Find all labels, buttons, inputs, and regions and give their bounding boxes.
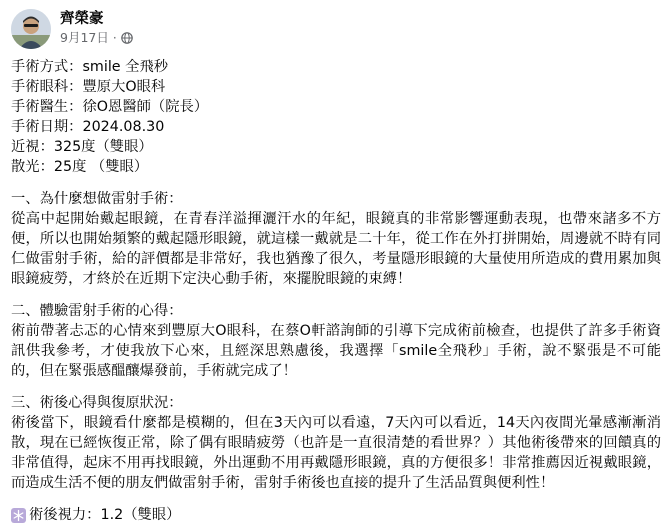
result-text: 術後視力：1.2（雙眼） [29,507,181,523]
detail-clinic: 手術眼科：豐原大O眼科 [11,79,166,95]
meta-separator: · [112,31,117,45]
section-1-title: 一、為什麼想做雷射手術： [11,191,183,207]
section-3-title: 三、術後心得與復原狀況： [11,395,183,411]
section-1-body: 從高中起開始戴起眼鏡，在青春洋溢揮灑汗水的年紀，眼鏡真的非常影響運動表現，也帶來諸多不方便，所以也開始頻繁的戴起隱形眼鏡，就這樣一戴就是二十年，從工作在外打拼開始，周邊就不時有同仁做雷射手術，給的評價都是非常好，我也猶豫了很久，考量隱形眼鏡的大量使用所造成的費用累加與眼鏡疲勞，才終於在近期下定決心動手術，來擺脫眼鏡的束縛！ [11,211,661,287]
detail-astigmatism: 散光：25度 （雙眼） [11,159,149,175]
avatar[interactable] [11,9,51,49]
detail-myopia: 近視：325度（雙眼） [11,139,153,155]
section-2-body: 術前帶著忐忑的心情來到豐原大O眼科，在蔡O軒諮詢師的引導下完成術前檢查，也提供了許多手術資訊供我參考，才使我放下心來，且經深思熟慮後，我選擇「smile全飛秒」手術，說不緊張是不可能的，但在緊張感醞釀爆發前，手術就完成了！ [11,323,661,379]
section-2-title: 二、體驗雷射手術的心得： [11,303,183,319]
globe-icon[interactable] [121,32,133,44]
detail-method: 手術方式：smile 全飛秒 [11,59,169,75]
post-meta [60,30,133,46]
detail-date: 手術日期：2024.08.30 [11,119,165,135]
section-3-body: 術後當下，眼鏡看什麼都是模糊的，但在3天內可以看遠，7天內可以看近，14天內夜間光暈感漸漸消散，現在已經恢復正常，除了偶有眼睛疲勞（也許是一直很清楚的看世界？）其他術後帶來的回饋真的非常值得，起床不用再找眼鏡，外出運動不用再戴隱形眼鏡，真的方便很多！非常推薦因近視戴眼鏡，而造成生活不便的朋友們做雷射手術，雷射手術後也直接的提升了生活品質與便利性！ [11,415,661,491]
post-body [11,57,661,525]
result-line [11,505,661,525]
post-date[interactable]: 9月17日 [60,30,109,45]
detail-doctor: 手術醫生：徐O恩醫師（院長） [11,99,209,115]
author-name[interactable]: 齊榮豪 [60,11,104,27]
